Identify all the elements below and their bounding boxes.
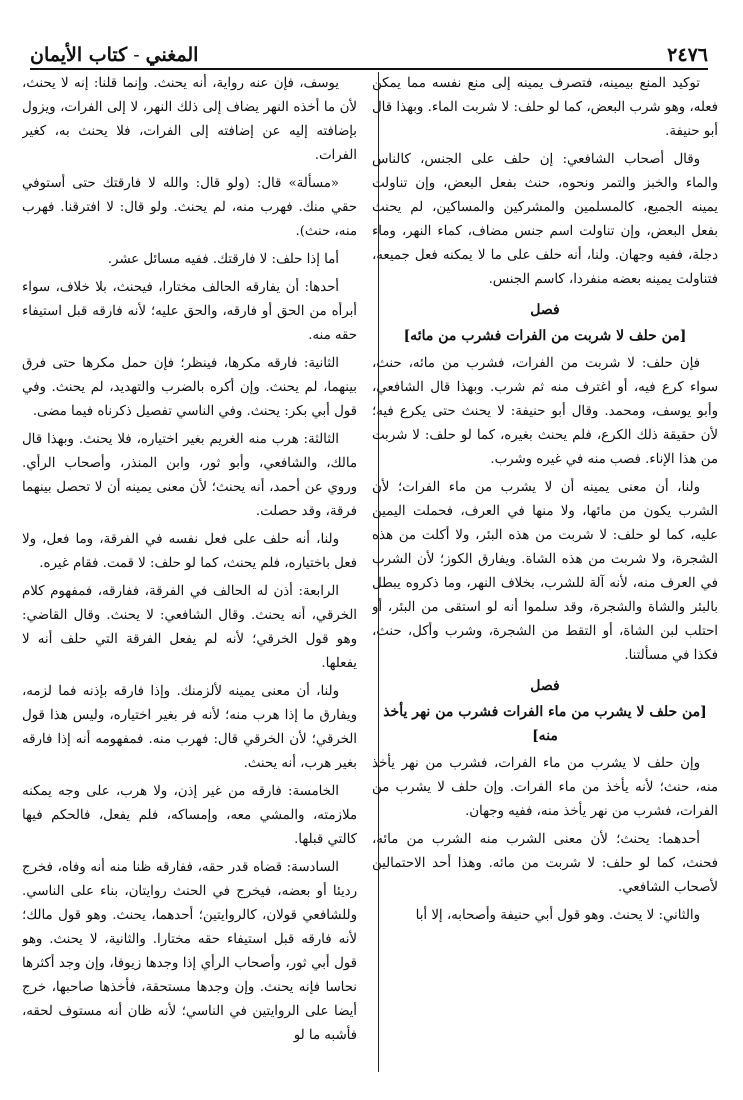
paragraph: فإن حلف: لا شربت من الفرات، فشرب من مائه، حنث، سواء كرع فيه، أو اغترف منه ثم شرب. وبهذا قال الشافعي، وأبو يوسف، ومحمد. وقال أبو حنيفة: لا يحنث حتى يكرع فيه؛ لأن حقيقة ذلك الكرع، فلم يحنث بغيره، كما لو حلف: لا شربت من هذا الإناء. فصب منه في غيره وشرب.: [372, 356, 718, 467]
paragraph: أحدها: أن يفارقه الحالف مختارا، فيحنث، بلا خلاف، سواء أبرأه من الحق أو فارقه، والحق عليه؛ لأنه فارقه قبل استيفاء حقه منه.: [22, 280, 357, 343]
paragraph: الرابعة: أذن له الحالف في الفرقة، ففارقه، فمفهوم كلام الخرقي، أنه يحنث. وقال الشافعي: لا يحنث. وقال القاضي: وهو قول الخرقي؛ لأنه لم يفعل الفرقة التي حلف أنه لا يفعلها.: [22, 584, 357, 671]
paragraph: الخامسة: فارقه من غير إذن، ولا هرب، على وجه يمكنه ملازمته، والمشي معه، وإمساكه، فلم يفعل، فالحكم فيها كالتي قبلها.: [22, 784, 357, 847]
paragraph: ولنا، أن معنى يمينه لألزمنك. وإذا فارقه بإذنه فما لزمه، ويفارق ما إذا هرب منه؛ لأنه فر بغير اختياره، وليس هذا قول الخرقي؛ لأن الخرقي قال: فهرب منه. فمفهومه أنه إذا فارقه بغير هرب، أنه يحنث.: [22, 684, 357, 771]
paragraph: توكيد المنع بيمينه، فتصرف يمينه إلى منع نفسه مما يمكن فعله، وهو شرب البعض، كما لو حلف: لا شربت الماء. وبهذا قال أبو حنيفة.: [372, 76, 718, 139]
paragraph: وإن حلف لا يشرب من ماء الفرات، فشرب من نهر يأخذ منه، حنث؛ لأنه يأخذ من ماء الفرات. وإن حلف لا يشرب من الفرات، فشرب من نهر يأخذ منه، ففيه وجهان.: [372, 756, 718, 819]
paragraph: الثانية: فارقه مكرها، فينظر؛ فإن حمل مكرها حتى فرق بينهما، لم يحنث. وإن أكره بالضرب والتهديد، لم يحنث. وفي قول أبي بكر: يحنث. وفي الناسي تفصيل ذكرناه فيما مضى.: [22, 356, 357, 419]
title-separator: -: [133, 44, 140, 66]
right-column: [372, 72, 718, 1072]
page-header: [30, 40, 708, 70]
paragraph: «مسألة» قال: (ولو قال: والله لا فارقتك حتى أستوفي حقي منك. فهرب منه، لم يحنث. ولو قال: لا افترقنا. فهرب منه، حنث).: [22, 176, 357, 239]
paragraph: والثاني: لا يحنث. وهو قول أبي حنيفة وأصحابه، إلا أبا: [415, 908, 700, 923]
paragraph: ولنا، أن معنى يمينه أن لا يشرب من ماء الفرات؛ لأن الشرب يكون من مائها، ولا منها في العرف، فحملت اليمين عليه، كما لو حلف: لا شربت من هذه البئر، ولا أكلت من هذه الشجرة، ولا شربت من هذه الشاة. ويفارق الكوز؛ لأن الشرب في العرف منه، لأنه آلة للشرب، بخلاف النهر، وما ذكروه يبطل بالبئر والشاة والشجرة، وقد سلموا أنه لو استقى من البئر، أو احتلب لبن الشاة، أو التقط من الشجرة، وشرب وأكل، حنث، فكذا في مسألتنا.: [372, 480, 718, 663]
left-column: [22, 72, 357, 1072]
running-title: [30, 44, 198, 66]
paragraph: الثالثة: هرب منه الغريم بغير اختياره، فلا يحنث. وبهذا قال مالك، والشافعي، وأبو ثور، وابن المنذر، وأصحاب الرأي. وروي عن أحمد، أنه يحنث؛ لأن معنى يمينه أن لا تحصل بينهما فرقة، وقد حصلت.: [22, 432, 357, 519]
paragraph: وقال أصحاب الشافعي: إن حلف على الجنس، كالناس والماء والخبز والتمر ونحوه، حنث بفعل البعض، وإن تناولت يمينه الجميع، كالمسلمين والمشركين والمساكين، لم يحنث بفعل البعض، وإن تناولت اسم جنس مضاف، كماء النهر، وماء دجلة، ففيه وجهان. ولنا، أنه حلف على ما لا يمكنه فعل جميعه، فتناولت يمينه بعضه منفردا، كاسم الجنس.: [372, 152, 718, 287]
paragraph: أحدهما: يحنث؛ لأن معنى الشرب منه الشرب من مائه، فحنث، كما لو حلف: لا شربت من مائه. وهذا أحد الاحتمالين لأصحاب الشافعي.: [372, 832, 718, 895]
page-number: ٢٤٧٦: [667, 44, 708, 66]
paragraph: ولنا، أنه حلف على فعل نفسه في الفرقة، وما فعل، ولا فعل باختياره، فلم يحنث، كما لو حلف: لا قمت. فقام غيره.: [22, 532, 357, 571]
section-label: فصل: [530, 302, 560, 318]
chapter-title: كتاب الأيمان: [30, 44, 128, 66]
column-divider: [378, 72, 379, 1072]
paragraph: يوسف، فإن عنه رواية، أنه يحنث. وإنما قلنا: إنه لا يحنث، لأن ما أخذه النهر يضاف إلى ذلك النهر، لا إلى الفرات، ويزول بإضافته إليه عن إضافته إلى الفرات، فلا يحنث به، كغير الفرات.: [22, 76, 357, 163]
section-heading: [من حلف لا يشرب من ماء الفرات فشرب من نهر يأخذ منه]: [383, 704, 707, 744]
paragraph: السادسة: قضاه قدر حقه، ففارقه ظنا منه أنه وفاه، فخرج رديئا أو بعضه، فيخرج في الحنث روايتان، بناء على الناسي. وللشافعي قولان، كالروايتين؛ أحدهما، يحنث. وهو قول مالك؛ لأنه فارقه قبل استيفاء حقه مختارا. والثانية، لا يحنث. وهو قول أبي ثور، وأصحاب الرأي إذا وجدها زيوفا، وإن وجد أكثرها نحاسا فإنه يحنث. وإن وجدها مستحقة، فأخذها صاحبها، خرج أيضا على الروايتين في الناسي؛ لأنه ظان أنه مستوف لحقه، فأشبه ما لو: [22, 860, 357, 1043]
paragraph: أما إذا حلف: لا فارقتك. ففيه مسائل عشر.: [107, 252, 339, 267]
book-title: المغني: [145, 44, 199, 66]
section-heading: [من حلف لا شربت من الفرات فشرب من مائه]: [403, 328, 687, 344]
section-label: فصل: [530, 678, 560, 694]
